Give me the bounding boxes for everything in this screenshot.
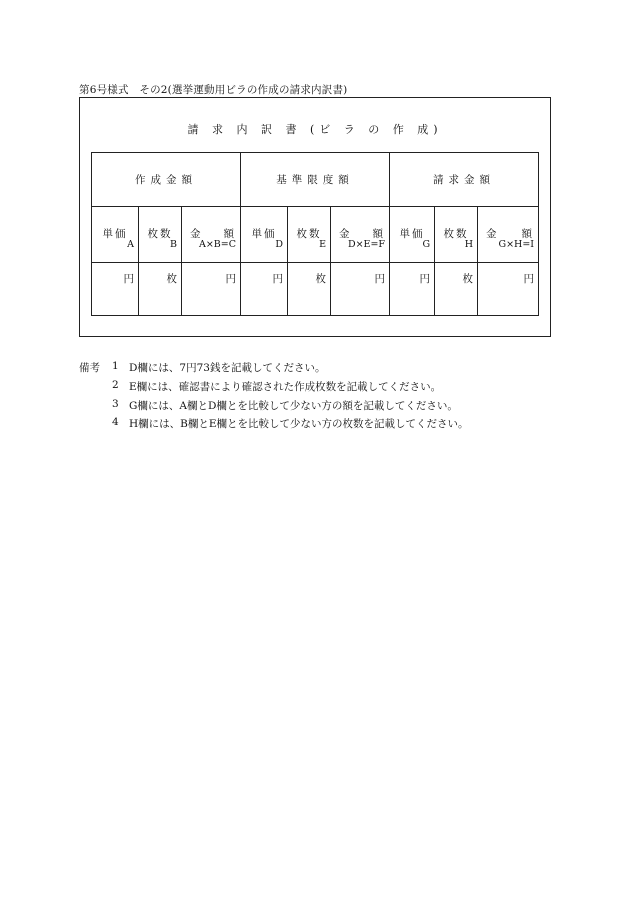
entry-row xyxy=(92,263,539,316)
group-header-row xyxy=(92,153,539,207)
kin-char: 金 xyxy=(190,228,201,240)
remark-number: 3 xyxy=(112,398,119,410)
entry-cell-d[interactable]: 円 xyxy=(241,263,288,316)
entry-cell-h[interactable]: 枚 xyxy=(435,263,478,316)
col-count-b: 枚数 B xyxy=(139,207,182,263)
col-amount-i: 金 額 G×H=I xyxy=(478,207,539,263)
col-count-h: 枚数 H xyxy=(435,207,478,263)
col-amount-f: 金 額 D×E=F xyxy=(331,207,390,263)
column-header-row xyxy=(92,207,539,263)
entry-cell-a[interactable]: 円 xyxy=(92,263,139,316)
group-header-limit: 基準限度額 xyxy=(241,153,390,207)
entry-cell-b[interactable]: 枚 xyxy=(139,263,182,316)
remark-number: 4 xyxy=(112,416,119,428)
group-header-production: 作成金額 xyxy=(92,153,241,207)
gaku-char: 額 xyxy=(223,228,234,240)
col-unit-price-a: 単価 A xyxy=(92,207,139,263)
col-unit-price-g: 単価 G xyxy=(390,207,435,263)
remark-text: G欄には、A欄とD欄とを比較して少ない方の額を記載してください。 xyxy=(129,400,458,412)
remark-text: H欄には、B欄とE欄とを比較して少ない方の枚数を記載してください。 xyxy=(129,418,469,430)
col-amount-c: 金 額 A×B=C xyxy=(182,207,241,263)
remark-text: D欄には、7円73銭を記載してください。 xyxy=(129,362,326,374)
gaku-char: 額 xyxy=(521,228,533,240)
gaku-char: 額 xyxy=(372,228,384,240)
kin-char: 金 xyxy=(486,228,497,240)
remarks-heading: 備考 xyxy=(79,362,100,374)
remark-number: 2 xyxy=(112,379,119,391)
entry-cell-g[interactable]: 円 xyxy=(390,263,435,316)
breakdown-table xyxy=(91,152,539,316)
form-label: 第6号様式 その2(選挙運動用ビラの作成の請求内訳書) xyxy=(79,84,348,96)
col-unit-price-d: 単価 D xyxy=(241,207,288,263)
document-title: 請 求 内 訳 書 (ビ ラ の 作 成) xyxy=(187,123,443,136)
entry-cell-e[interactable]: 枚 xyxy=(288,263,331,316)
entry-cell-i[interactable]: 円 xyxy=(478,263,539,316)
col-count-e: 枚数 E xyxy=(288,207,331,263)
remark-number: 1 xyxy=(112,360,119,372)
kin-char: 金 xyxy=(339,228,350,240)
remark-text: E欄には、確認書により確認された作成枚数を記載してください。 xyxy=(129,381,442,393)
entry-cell-c[interactable]: 円 xyxy=(182,263,241,316)
entry-cell-f[interactable]: 円 xyxy=(331,263,390,316)
group-header-claim: 請求金額 xyxy=(390,153,539,207)
